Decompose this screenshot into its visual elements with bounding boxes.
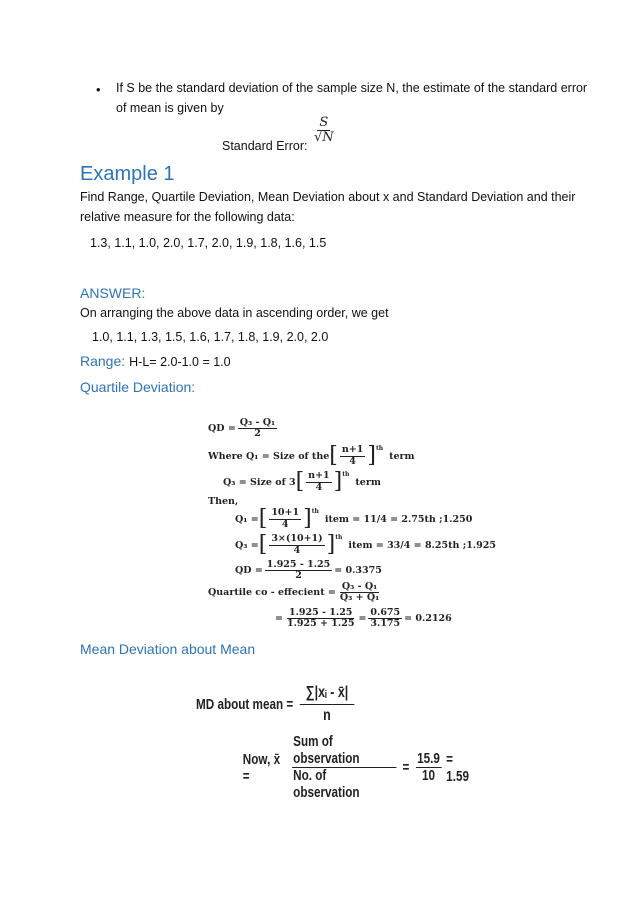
q3-size-num: n+1 [308, 470, 330, 482]
q3-calc-rhs: item = 33/4 = 8.25th ;1.925 [348, 539, 496, 551]
range-label: Range: [80, 353, 126, 369]
qd-den: 2 [254, 428, 261, 440]
q3-calc-num: 3×(10+1) [271, 533, 323, 545]
mean-deviation-formula-block [196, 682, 477, 801]
q3-calc-den: 4 [293, 544, 301, 556]
standard-error-formula [310, 116, 338, 146]
example-data: 1.3, 1.1, 1.0, 2.0, 1.7, 2.0, 1.9, 1.8, 1.6, 1.5 [90, 236, 327, 250]
qd-lhs: QD = [208, 423, 236, 435]
se-numerator: S [319, 115, 329, 130]
where-q1-th: th [375, 445, 384, 452]
coefficient-eq-2: = [358, 613, 367, 625]
where-q1-num: n+1 [341, 444, 364, 456]
q3-calc: Q₃ = [ $\frac{3\times(10+1)}{4}$ ] $^{th}$ item = 33/4 = 8.25th ;1.925 [235, 532, 496, 557]
now-eq: = [402, 759, 410, 776]
coefficient-formula [208, 582, 383, 604]
q3-size-formula: Q₃ = Size of 3 [ $\frac{n+1}{4}$ ] $^{th}$ term [223, 469, 381, 494]
where-q1-term: term [389, 450, 415, 462]
example-line-2: relative measure for the following data: [80, 210, 295, 224]
se-denominator: √N [314, 130, 334, 146]
coefficient-eq-1: = [275, 613, 283, 625]
q1-calc-rhs: item = 11/4 = 2.75th ;1.250 [324, 513, 473, 525]
standard-error-label: Standard Error: [222, 139, 308, 153]
qd-calc-rhs: = 0.3375 [334, 565, 382, 577]
val-result: = 1.59 [446, 750, 469, 785]
coefficient-den: Q₃ + Q₁ [339, 592, 380, 604]
then-label: Then, [208, 496, 239, 507]
q3-size-th: th [342, 471, 350, 478]
where-q1-lhs: Where Q₁ = Size of the [208, 450, 330, 462]
q3-calc-th: th [335, 534, 343, 541]
q1-calc-den: 4 [281, 518, 289, 530]
coefficient-lhs: Quartile co - effecient = [208, 587, 336, 599]
md-lhs: MD about mean = [196, 695, 294, 713]
now-den: No. of observation [293, 767, 360, 801]
qd-num: Q₃ - Q₁ [239, 417, 276, 428]
q3-size-den: 4 [315, 481, 323, 493]
mean-calc [243, 734, 477, 801]
now-lhs: Now, x̄ = [242, 750, 281, 785]
where-q1-formula: Where Q₁ = Size of the [ $\frac{n+1}{4}$ ] $^{th}$ term [208, 443, 415, 468]
example-heading: Example 1 [80, 163, 175, 185]
coefficient-calc-den-2: 3.175 [370, 618, 401, 630]
answer-heading: ANSWER: [80, 285, 146, 301]
mean-deviation-heading: Mean Deviation about Mean [80, 641, 256, 657]
answer-line-1: On arranging the above data in ascending order, we get [80, 306, 389, 320]
q1-calc-lhs: Q₁ = [235, 513, 259, 525]
md-formula [196, 682, 356, 726]
coefficient-calc-den-1: 1.925 + 1.25 [286, 618, 355, 630]
bullet-line-2: of mean is given by [116, 101, 224, 115]
q1-calc-th: th [311, 508, 319, 515]
md-den: n [323, 706, 331, 724]
qd-calc-den: 2 [295, 570, 302, 582]
qd-formula [208, 418, 279, 440]
qd-calc [235, 560, 382, 582]
val-den: 10 [422, 767, 436, 784]
bullet-line-1: If S be the standard deviation of the sample size N, the estimate of the standard error [116, 81, 588, 95]
md-num: ∑|xᵢ - x̄| [299, 682, 354, 705]
now-num: Sum of observation [292, 734, 397, 768]
coefficient-num: Q₃ - Q₁ [341, 581, 378, 592]
range-value: H-L= 2.0-1.0 = 1.0 [129, 355, 231, 369]
bullet-dot: • [96, 82, 101, 97]
example-line-1: Find Range, Quartile Deviation, Mean Deviation about x and Standard Deviation and their [80, 190, 576, 204]
q1-calc-num: 10+1 [271, 507, 300, 519]
coefficient-calc-num-2: 0.675 [370, 607, 401, 618]
range-line [80, 352, 231, 372]
where-q1-den: 4 [349, 455, 356, 467]
q3-size-lhs: Q₃ = Size of 3 [223, 476, 296, 488]
q1-calc: Q₁ = [ $\frac{10+1}{4}$ ] $^{th}$ item = 11/4 = 2.75th ;1.250 [235, 506, 473, 531]
val-num: 15.9 [417, 749, 440, 767]
answer-sorted-data: 1.0, 1.1, 1.3, 1.5, 1.6, 1.7, 1.8, 1.9, 2.0, 2.0 [92, 330, 329, 344]
qd-calc-lhs: QD = [235, 565, 263, 577]
q3-size-term: term [355, 476, 381, 488]
qd-calc-num: 1.925 - 1.25 [266, 559, 331, 570]
q3-calc-lhs: Q₃ = [235, 539, 259, 551]
quartile-heading: Quartile Deviation: [80, 379, 196, 395]
coefficient-calc [275, 608, 452, 630]
coefficient-calc-num-1: 1.925 - 1.25 [288, 607, 353, 618]
quartile-formula-block [205, 418, 565, 638]
coefficient-result: = 0.2126 [404, 613, 452, 625]
